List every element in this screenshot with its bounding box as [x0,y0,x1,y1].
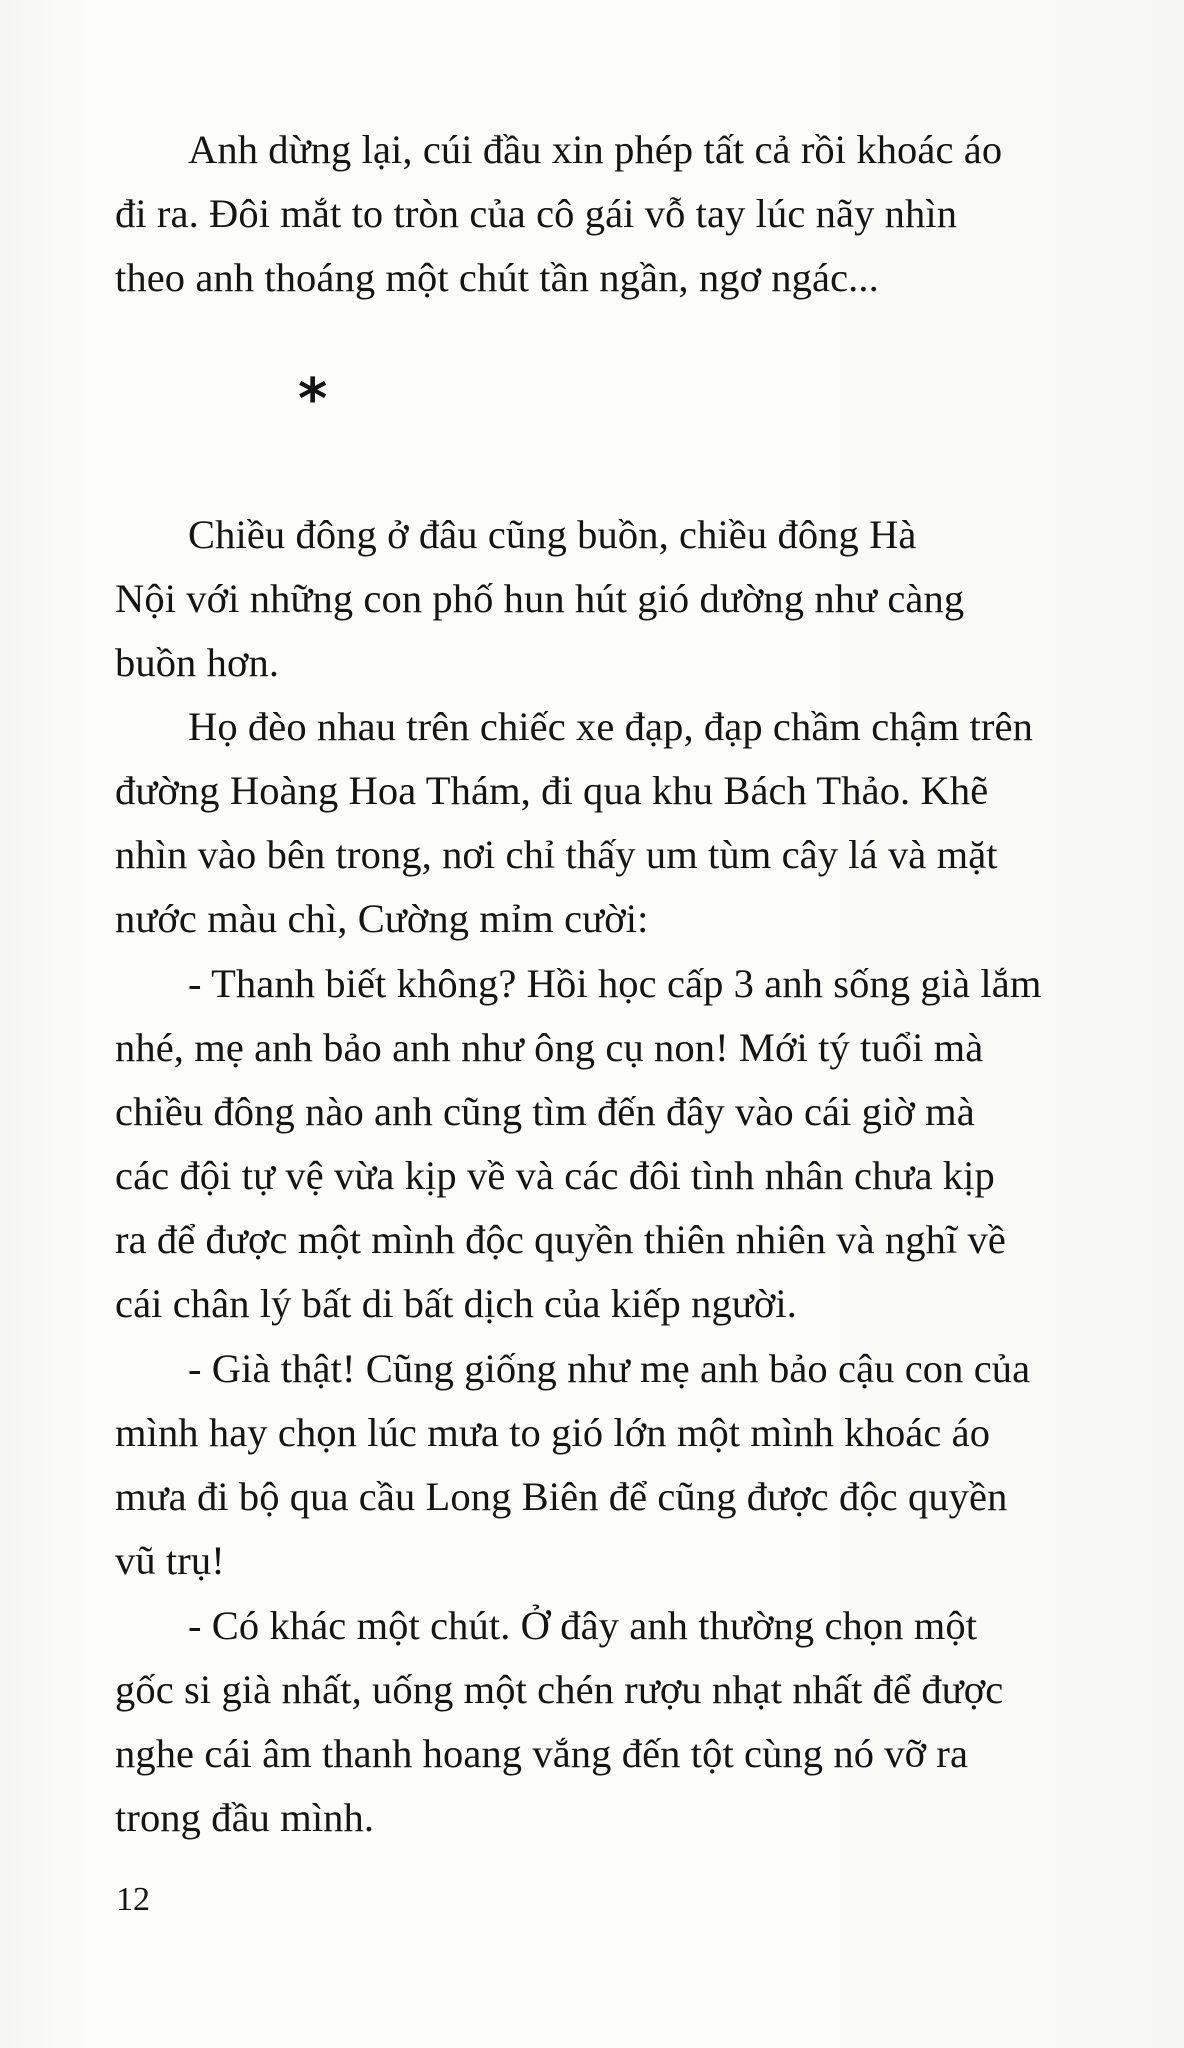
text-line: - Già thật! Cũng giống như mẹ anh bảo cậu con của [188,1346,1031,1391]
text-line: mưa đi bộ qua cầu Long Biên để cũng được độc quyền [115,1474,1008,1519]
text-line: Họ đèo nhau trên chiếc xe đạp, đạp chầm chậm trên [188,704,1033,749]
text-line: cái chân lý bất di bất dịch của kiếp người. [115,1281,797,1326]
text-line: - Thanh biết không? Hồi học cấp 3 anh sống già lắm [188,961,1042,1006]
text-line: đi ra. Đôi mắt to tròn của cô gái vỗ tay lúc nãy nhìn [115,191,958,236]
text-line: gốc si già nhất, uống một chén rượu nhạt nhất để được [115,1667,1004,1712]
text-line: chiều đông nào anh cũng tìm đến đây vào cái giờ mà [115,1089,975,1134]
text-line: Nội với những con phố hun hút gió dường như càng [115,576,965,621]
text-line: buồn hơn. [115,640,280,685]
text-line: Anh dừng lại, cúi đầu xin phép tất cả rồi khoác áo [188,127,1003,172]
text-line: vũ trụ! [115,1538,225,1583]
text-line: các đội tự vệ vừa kịp về và các đôi tình nhân chưa kịp [115,1153,995,1198]
section-break-asterisk: * [298,367,328,432]
text-line: nhé, mẹ anh bảo anh như ông cụ non! Mới tý tuổi mà [115,1025,984,1070]
text-line: nhìn vào bên trong, nơi chỉ thấy um tùm cây lá và mặt [115,832,998,877]
text-line: theo anh thoáng một chút tần ngần, ngơ ngác... [115,255,879,300]
text-line: trong đầu mình. [115,1795,375,1840]
text-line: mình hay chọn lúc mưa to gió lớn một mình khoác áo [115,1410,991,1455]
text-line: ra để được một mình độc quyền thiên nhiên và nghĩ về [115,1217,1006,1262]
text-line: Chiều đông ở đâu cũng buồn, chiều đông Hà [188,512,917,557]
text-line: đường Hoàng Hoa Thám, đi qua khu Bách Thảo. Khẽ [115,768,989,813]
text-line: nước màu chì, Cường mỉm cười: [115,896,649,941]
page-number: 12 [116,1881,150,1918]
text-line: nghe cái âm thanh hoang vắng đến tột cùng nó vỡ ra [115,1731,969,1776]
text-line: - Có khác một chút. Ở đây anh thường chọn một [188,1603,978,1648]
